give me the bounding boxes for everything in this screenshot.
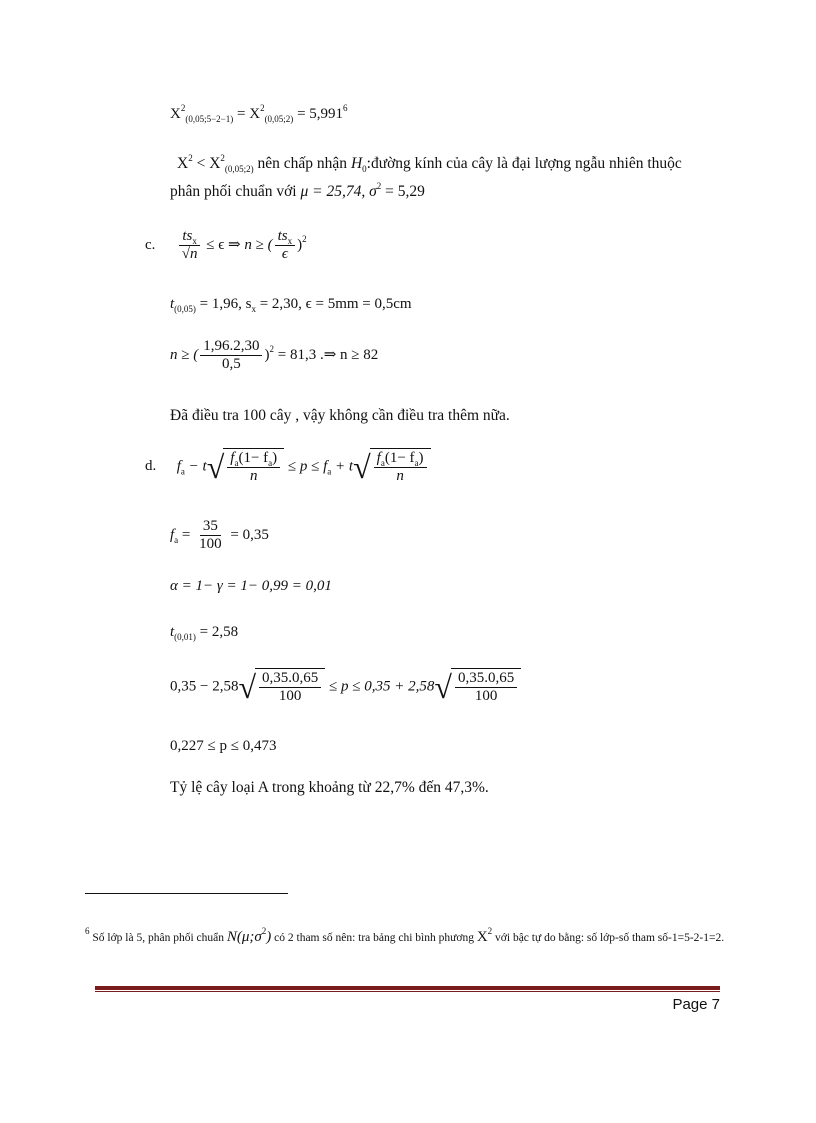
text: 0,35 − 2,58: [170, 678, 239, 695]
sqrt: √ $\frac{0,35.0,65}{100}$: [434, 668, 521, 706]
fraction: [259, 670, 321, 705]
numerator: $f_a(1- f_a)$: [227, 450, 280, 468]
text: (1− f: [238, 450, 269, 466]
chi-symbol: X: [476, 929, 488, 945]
denominator: [247, 468, 261, 485]
t: t: [170, 296, 175, 312]
part-c-formula: [145, 228, 307, 263]
subscript: (0,05;2): [264, 114, 294, 124]
params: μ = 25,74, σ: [300, 183, 377, 200]
numerator: 1,96.2,30: [200, 338, 262, 356]
fraction: [227, 450, 280, 485]
part-d-formula: [145, 448, 431, 486]
f: f: [230, 450, 235, 466]
numerator: 0,35.0,65: [455, 670, 517, 688]
paren: ): [266, 929, 272, 945]
exponent: 2: [260, 103, 265, 113]
h0-conclusion-line2: [170, 182, 425, 202]
numerator: 35: [200, 518, 221, 536]
subscript: x: [192, 236, 197, 246]
exponent: 2: [302, 233, 307, 244]
f: f: [170, 526, 175, 543]
subscript: a: [180, 466, 185, 477]
t: − t: [184, 458, 207, 475]
subscript: a: [327, 466, 332, 477]
sqrt: √ $\frac{f_a(1- f_a)}{n}$: [353, 448, 430, 486]
chi-symbol: X: [249, 106, 261, 122]
confidence-interval: [170, 668, 521, 706]
text: phân phối chuẩn với: [170, 183, 301, 200]
alpha-equation: α = 1− γ = 1− 0,99 = 0,01: [170, 578, 332, 594]
chi-square-equation: $X^2_{(0,05;5-2-1)} = X^2_{(0,05;2)} = 5,991^6$: [170, 103, 348, 124]
exponent: 2: [269, 343, 274, 354]
denominator: [279, 246, 291, 263]
subscript: a: [380, 458, 385, 468]
text: với bậc tự do bằng: số lớp-số tham số-1=5-2-1=2.: [492, 932, 725, 944]
subscript: a: [234, 458, 239, 468]
fraction: [196, 518, 225, 553]
ts: ts: [182, 228, 193, 244]
subscript: (0,01): [174, 632, 196, 642]
n: n: [189, 246, 198, 262]
numerator: 0,35.0,65: [259, 670, 321, 688]
denominator: 100: [278, 688, 302, 704]
footnote-ref: 6: [343, 103, 348, 113]
params-value: = 5,29: [381, 183, 425, 200]
subscript: x: [287, 236, 293, 246]
exponent: 2: [220, 153, 225, 163]
chi-symbol: X: [170, 106, 181, 122]
footer-rule-thin: [95, 991, 720, 992]
ci-result: 0,227 ≤ p ≤ 0,473: [170, 738, 277, 754]
n-bound: n ≥ (: [244, 236, 273, 253]
t: + t: [331, 458, 354, 475]
denominator: 100: [199, 536, 222, 552]
exponent: 2: [188, 153, 193, 163]
n: n: [396, 468, 404, 484]
ts: ts: [277, 228, 288, 244]
fraction: [455, 670, 517, 705]
subscript: x: [251, 304, 256, 314]
denominator: [393, 468, 407, 485]
numerator: [275, 228, 296, 246]
sqrt: √ $\frac{f_a(1- f_a)}{n}$: [207, 448, 284, 486]
denominator: 100: [474, 688, 498, 704]
numerator: $f_a(1- f_a)$: [374, 450, 427, 468]
chi-symbol: X: [209, 155, 221, 172]
exponent: 2: [261, 926, 267, 936]
fraction: [179, 228, 201, 263]
fraction: [200, 338, 262, 373]
chi-symbol: X: [177, 155, 189, 172]
text: = 0,35: [226, 526, 269, 543]
subscript: (0,05;2): [224, 164, 254, 174]
t: t: [170, 624, 175, 640]
paren: ): [264, 346, 270, 363]
h0-symbol: H: [350, 155, 363, 172]
footer-rule: [95, 986, 720, 990]
text: = 81,3 .⇒ n ≥ 82: [273, 346, 379, 363]
text: = 2,30, ϵ = 5mm = 0,5cm: [255, 296, 412, 312]
part-label: d.: [145, 458, 157, 475]
text: = 2,58: [195, 624, 239, 640]
subscript: (0,05): [174, 304, 196, 314]
part-c-conclusion: Đã điều tra 100 cây , vậy không cần điều tra thêm nữa.: [170, 407, 510, 424]
subscript: a: [414, 458, 419, 468]
n: n: [249, 468, 258, 484]
footnote-mark: 6: [85, 926, 90, 936]
part-c-given: [170, 294, 412, 314]
part-label: c.: [145, 236, 156, 253]
numerator: [179, 228, 200, 246]
page-number: Page 7: [672, 996, 720, 1013]
exponent: 2: [180, 103, 186, 113]
text: Số lớp là 5, phân phối chuẩn: [89, 932, 227, 944]
sqrt: √ $\frac{0,35.0,65}{100}$: [238, 668, 325, 706]
paren: ): [297, 236, 303, 253]
subscript: 0: [362, 164, 367, 174]
text: (1− f: [384, 450, 415, 466]
text: có 2 tham số nên: tra bảng chi bình phương: [271, 932, 477, 944]
f: f: [376, 450, 381, 466]
text: = 1,96, s: [195, 296, 252, 312]
f: f: [176, 458, 181, 475]
distribution: N(μ;σ: [226, 929, 262, 945]
relation: ≤ p ≤ f: [284, 458, 328, 475]
footnote: [85, 926, 725, 950]
subscript: a: [174, 534, 179, 545]
epsilon: ϵ: [281, 246, 288, 262]
fa-equation: $f_a$ = $\frac{35}{100}$ = 0,35: [170, 518, 269, 552]
text: nên chấp nhận: [253, 155, 351, 172]
footnote-separator: [85, 893, 288, 894]
relation: ≤ ϵ ⇒: [206, 236, 245, 253]
denominator: √n: [181, 246, 198, 262]
exponent: 2: [376, 181, 382, 191]
exponent: 2: [487, 926, 493, 936]
n-bound: n ≥ (: [170, 346, 199, 363]
relation: ≤ p ≤ 0,35 + 2,58: [325, 678, 435, 695]
fraction: [275, 228, 296, 263]
h0-conclusion-line1: $X^2 < X^2_{(0,05;2)}$ nên chấp nhận $H_0:đường$ kính của cây là đại lượng ngẫu nhiên thuộc: [177, 153, 682, 174]
text: :đường kính của cây là đại lượng ngẫu nhiên thuộc: [366, 155, 682, 172]
t-value: [170, 622, 238, 642]
subscript: (0,05;5−2−1): [185, 114, 234, 124]
subscript: a: [268, 458, 273, 468]
part-c-n-bound: [170, 338, 378, 373]
chi-value: = 5,991: [297, 106, 344, 122]
part-d-conclusion: Tỷ lệ cây loại A trong khoảng từ 22,7% đến 47,3%.: [170, 779, 489, 796]
fraction: [374, 450, 427, 485]
denominator: 0,5: [221, 356, 241, 372]
